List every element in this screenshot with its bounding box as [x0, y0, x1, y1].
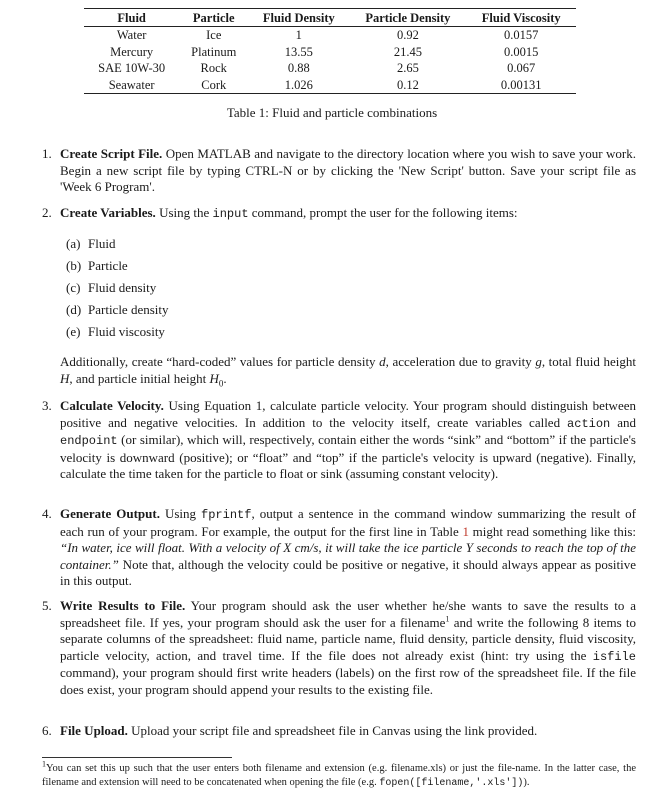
item-body: command), your program should first write headers (labels) on the first row of the spreadsheet file. If the file does exist, your program should append your results to the existing file. [60, 665, 636, 697]
sub-item-label: (e) [66, 324, 81, 339]
list-number: 2. [42, 205, 52, 220]
sub-item [66, 302, 169, 318]
table-header-cell: Fluid Viscosity [466, 9, 576, 27]
table-header-row [84, 9, 576, 27]
table-cell: 0.12 [349, 77, 466, 94]
code-fprintf: fprintf [201, 508, 252, 522]
item-title: Calculate Velocity. [60, 398, 164, 413]
code-input: input [212, 207, 249, 221]
item-title: Create Variables. [60, 205, 156, 220]
paragraph-text: , and particle initial height [69, 370, 210, 386]
math-var: H [60, 370, 70, 386]
table-cell: 2.65 [396, 61, 419, 76]
paragraph-text: , total fluid height [541, 354, 636, 369]
sub-item [66, 236, 115, 252]
code-endpoint: endpoint [60, 434, 118, 448]
list-number: 1. [42, 146, 52, 161]
item-body: might read something like this: [468, 523, 636, 539]
table-cell: 13.55 [284, 44, 313, 59]
table-header-cell: Fluid Density [248, 9, 349, 27]
table-cell: 1 [295, 28, 302, 43]
table-cell: Seawater [84, 77, 179, 94]
table-cell: SAE 10W-30 [98, 61, 166, 76]
table-row [84, 27, 576, 44]
table-cell: Water [116, 28, 147, 43]
sub-item [66, 280, 156, 296]
math-var: d [379, 354, 386, 369]
table-header-cell: Fluid [84, 9, 179, 27]
sub-item-text: Fluid viscosity [88, 324, 165, 339]
item-body: Note that, although the velocity could be positive or negative, it should always appear as positive in this output. [60, 556, 636, 588]
sub-item [66, 324, 165, 340]
list-number: 5. [42, 598, 52, 613]
table-cell: Cork [179, 77, 248, 94]
footnote-text: ). [523, 777, 530, 788]
table-cell: Platinum [191, 44, 237, 59]
list-item-text [60, 205, 636, 223]
list-item-text [60, 146, 636, 196]
table-cell: 0.00131 [466, 77, 576, 94]
footnote [42, 759, 636, 791]
table-cell: 0.0015 [504, 44, 539, 59]
sub-item-label: (d) [66, 302, 82, 317]
paragraph-text: Additionally, create “hard-coded” values for particle density [60, 354, 380, 369]
table-caption: Table 1: Fluid and particle combinations [226, 105, 438, 120]
item-title: Write Results to File. [60, 598, 186, 613]
item-title: Generate Output. [60, 506, 160, 521]
code-fopen: fopen([filename,'.xls']) [379, 778, 524, 789]
math-subscript: 0 [218, 378, 224, 389]
table-cell: 0.067 [507, 61, 536, 76]
table-cell: Rock [200, 61, 227, 76]
table-cell: Ice [206, 28, 222, 43]
item-body: , output a sentence in the command window summarizing the result of each run of your program. For example, the output for the first line in Table [60, 506, 637, 539]
paragraph-text: , acceleration due to gravity [385, 354, 536, 369]
code-isfile: isfile [592, 649, 636, 664]
sub-item-text: Fluid [88, 236, 116, 251]
table-header-cell: Particle Density [349, 9, 466, 27]
item-body: (or similar), which will, respectively, contain either the words “sink” and “bottom” if the particle's velocity is downward (positive); or “float” and “top” if the particle's velocity is upward (negative). Finally, calculate the time taken for the particle to float or sink (assuming constant velocity). [60, 432, 636, 481]
paragraph-text: . [223, 370, 227, 386]
footnote-mark[interactable]: 1 [445, 614, 450, 624]
list-number: 3. [42, 398, 52, 413]
footnote-number: 1 [42, 759, 46, 769]
list-number: 6. [42, 723, 52, 738]
table-cell: 1.026 [248, 77, 349, 94]
footnote-divider [42, 757, 232, 758]
table-reference-link[interactable]: 1 [462, 523, 469, 539]
sub-item-text: Particle density [88, 302, 169, 317]
item-title: Create Script File. [60, 146, 163, 161]
sub-item-label: (c) [66, 280, 81, 295]
list-item-text [60, 398, 636, 483]
item-body: Using [159, 506, 202, 521]
sub-item-label: (a) [66, 236, 81, 251]
table-row [84, 44, 576, 61]
table-cell: 0.0157 [504, 28, 539, 43]
item-body: Using the [155, 205, 213, 220]
item-title: File Upload. [60, 723, 128, 738]
math-var: g [535, 354, 542, 369]
table-header-cell: Particle [179, 9, 248, 27]
item-body: Your program should ask the user whether he/she wants to save the results to a spreadsheet file. If yes, your program should ask the user for a filename [60, 598, 636, 630]
item-body: Using Equation 1, calculate particle velocity. Your program should distinguish between positive and negative velocities. In addition to the velocity itself, create variables called [60, 398, 636, 430]
table-cell: 21.45 [393, 44, 422, 59]
code-action: action [567, 416, 611, 431]
item-body: Upload your script file and spreadsheet file in Canvas using the link provided. [127, 723, 538, 738]
example-quote: “In water, ice will float. With a velocity of X cm/s, it will take the ice particle Y seconds to reach the top of the container.” [60, 540, 636, 572]
table-row [84, 77, 576, 94]
table-cell: 0.92 [396, 28, 419, 43]
item-body: and [610, 414, 636, 430]
item-body: and write the following 8 items to separate columns of the spreadsheet: fluid name, particle name, fluid density, particle density, fluid viscosity, particle velocity, action, and travel time. If the file does not already exist (hint: try using the [60, 614, 636, 663]
paragraph-text [60, 354, 636, 392]
table-row [84, 60, 576, 77]
list-item-text [60, 506, 636, 590]
list-item-text [60, 598, 636, 698]
item-body: command, prompt the user for the following items: [248, 205, 518, 220]
list-item-text [60, 723, 636, 740]
sub-item-text: Fluid density [88, 280, 157, 295]
table-cell: 0.88 [287, 61, 310, 76]
footnote-text: You can set this up such that the user enters both filename and extension (e.g. filename.xls) or just the file-name. In the latter case, the filename and extension will need to be concatenated when opening the file (e.g. [42, 763, 636, 788]
fluid-particle-table [84, 8, 576, 94]
math-var: H [209, 370, 219, 386]
sub-item-text: Particle [88, 258, 128, 273]
sub-item-label: (b) [66, 258, 82, 273]
item-body: Open MATLAB and navigate to the directory location where you wish to save your work. Begin a new script file by typing CTRL-N or by clicking the 'New Script' button. Save your script file as 'Week 6 Program'. [60, 146, 636, 194]
list-number: 4. [42, 506, 52, 521]
sub-item [66, 258, 128, 274]
table-cell: Mercury [110, 44, 154, 59]
